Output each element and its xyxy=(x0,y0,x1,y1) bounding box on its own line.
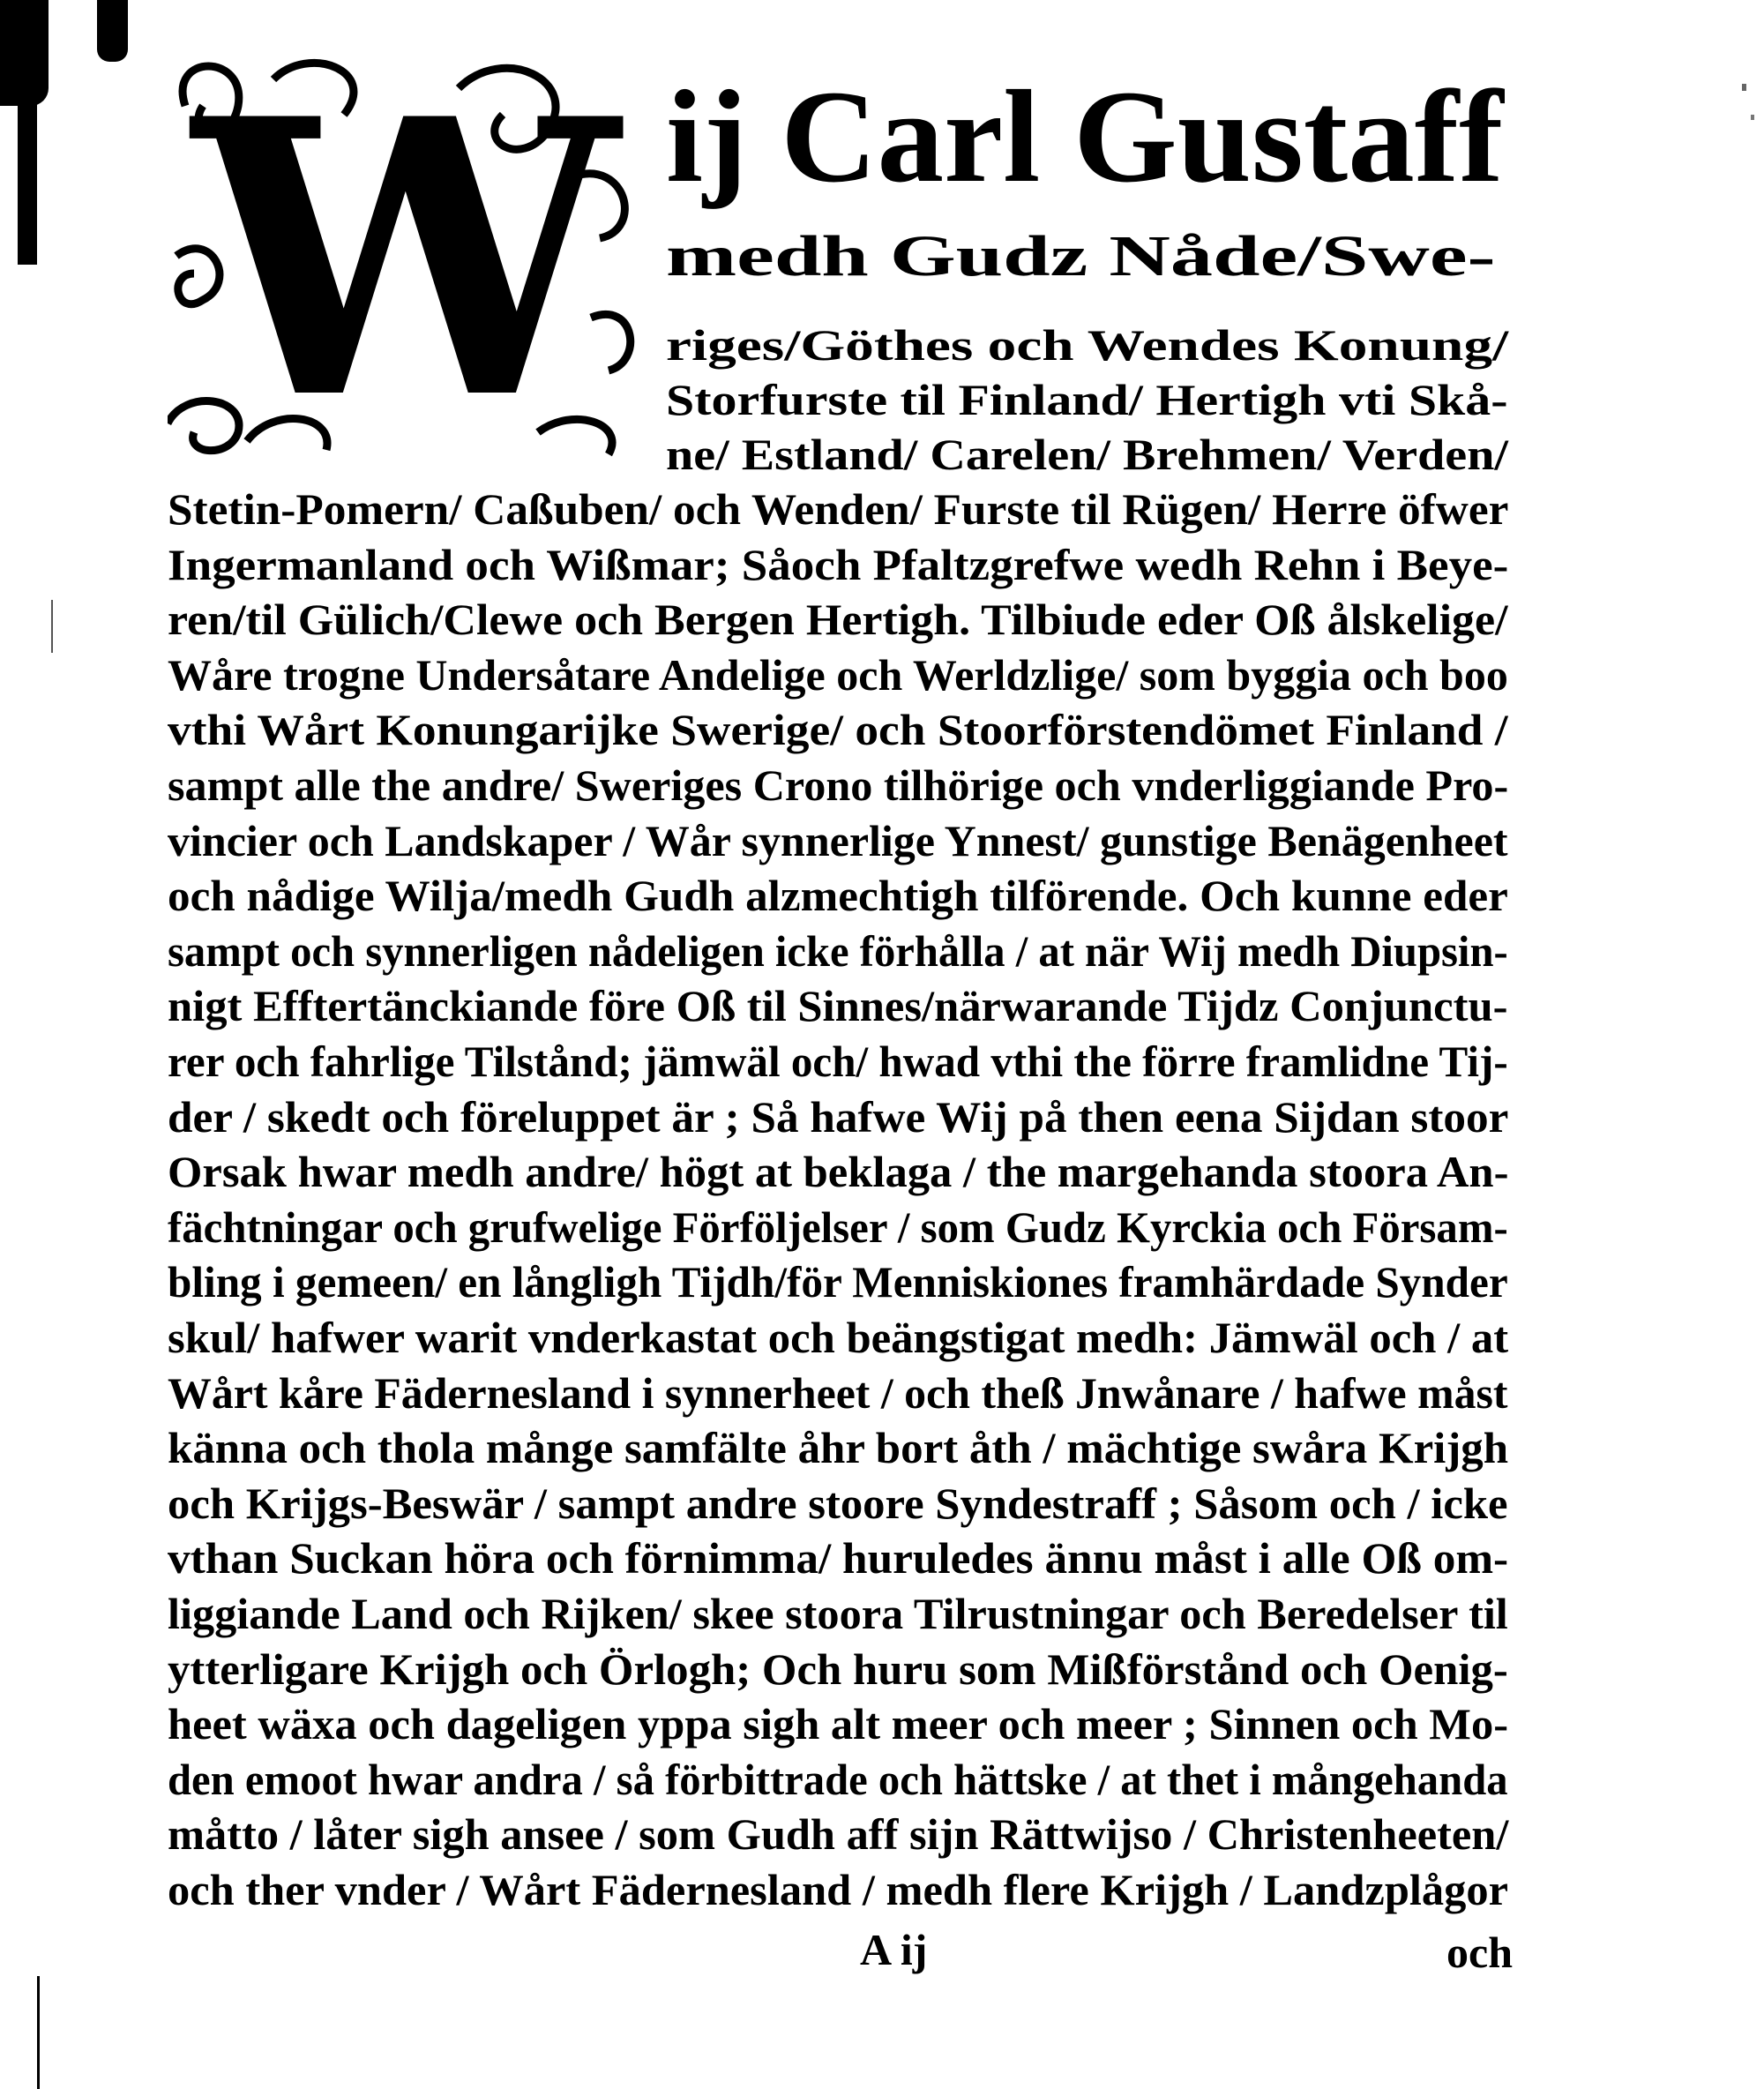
catchword: och xyxy=(1446,1928,1513,1977)
body-line: ytterligare Krijgh och Örlogh; Och huru som Mißförstånd och Oenig- xyxy=(168,1643,1508,1694)
body-line: Orsak hwar medh andre/ högt at beklaga / the margehanda stoora An- xyxy=(168,1147,1509,1197)
scan-speck xyxy=(1751,115,1754,120)
body-line: vincier och Landskaper / Wår synnerlige Ynnest/ gunstige Benägenheet xyxy=(168,815,1508,865)
body-line: der / skedt och föreluppet är ; Så hafwe Wij på then eena Sijdan stoor xyxy=(168,1091,1509,1142)
body-line: Wåre trogne Undersåtare Andelige och Werldzlige/ som byggia och boo xyxy=(168,649,1508,700)
body-line: skul/ hafwer warit vnderkastat och beängstigat medh: Jämwäl och / at xyxy=(168,1313,1509,1362)
header-line: medh Gudz Nåde/Swe- xyxy=(666,224,1496,288)
body-line: Ingermanland och Wißmar; Såoch Pfaltzgrefwe wedh Rehn i Beye- xyxy=(168,539,1509,589)
body-line: vthi Wårt Konungarijke Swerige/ och Stoorförstendömet Finland / xyxy=(168,705,1508,755)
body-line: fächtningar och grufwelige Förföljelser / som Gudz Kyrckia och Försam- xyxy=(168,1202,1508,1252)
body-line: heet wäxa och dageligen yppa sigh alt meer och meer ; Sinnen och Mo- xyxy=(168,1699,1509,1749)
header-line: riges/Göthes och Wendes Konung/ xyxy=(666,320,1509,370)
body-line: bling i gemeen/ en långligh Tijdh/för Menniskiones framhärdade Synder xyxy=(168,1257,1508,1307)
body-line: sampt alle the andre/ Sweriges Crono tilhörige och vnderliggiande Pro- xyxy=(168,760,1509,810)
body-line: rer och fahrlige Tilstånd; jämwäl och/ hwad vthi the förre framlidne Tij- xyxy=(168,1037,1508,1086)
scan-speck xyxy=(1742,84,1746,91)
body-line: och ther vnder / Wårt Fädernesland / medh flere Krijgh / Landzplågor xyxy=(168,1865,1509,1914)
header-line: Storfurste til Finland/ Hertigh vti Skå- xyxy=(666,375,1508,424)
header-line: ne/ Estland/ Carelen/ Brehmen/ Verden/ xyxy=(666,430,1509,479)
body-line: ren/til Gülich/Clewe och Bergen Hertigh. Tilbiude eder Oß ålskelige/ xyxy=(168,595,1508,645)
body-line: nigt Efftertänckiande före Oß til Sinnes/närwarande Tijdz Conjunctu- xyxy=(168,981,1508,1031)
ornamental-initial xyxy=(168,53,644,468)
body-line: vthan Suckan höra och förnimma/ huruledes ännu måst i alle Oß om- xyxy=(168,1533,1509,1584)
body-line: och nådige Wilja/medh Gudh alzmechtigh tilförende. Och kunne eder xyxy=(168,871,1508,921)
scan-edge-line xyxy=(51,600,53,653)
drop-cap-letter: W xyxy=(192,71,619,459)
body-line: känna och thola månge samfälte åhr bort åth / mächtige swåra Krijgh xyxy=(168,1423,1509,1473)
body-line: liggiande Land och Rijken/ skee stoora Tilrustningar och Beredelser til xyxy=(168,1589,1508,1638)
scan-edge-mark xyxy=(18,97,37,265)
body-line: måtto / låter sigh ansee / som Gudh aff sijn Rättwijso / Christenheeten/ xyxy=(168,1809,1509,1860)
scan-edge-line xyxy=(37,1976,40,2089)
body-line: sampt och synnerligen nådeligen icke förhålla / at när Wij medh Diupsin- xyxy=(168,925,1508,976)
signature-mark: A ij xyxy=(860,1925,928,1974)
heading-title: ij Carl Gustaff xyxy=(666,64,1504,210)
body-line: Wårt kåre Fädernesland i synnerheet / och theß Jnwånare / hafwe måst xyxy=(168,1367,1508,1418)
body-line: Stetin-Pomern/ Caßuben/ och Wenden/ Furste til Rügen/ Herre öfwer xyxy=(168,484,1509,534)
body-line: och Krijgs-Beswär / sampt andre stoore Syndestraff ; Såsom och / icke xyxy=(168,1478,1508,1528)
scan-edge-mark xyxy=(0,0,49,106)
scan-edge-mark xyxy=(97,0,128,62)
body-line: den emoot hwar andra / så förbittrade och hättske / at thet i mångehanda xyxy=(168,1754,1508,1804)
